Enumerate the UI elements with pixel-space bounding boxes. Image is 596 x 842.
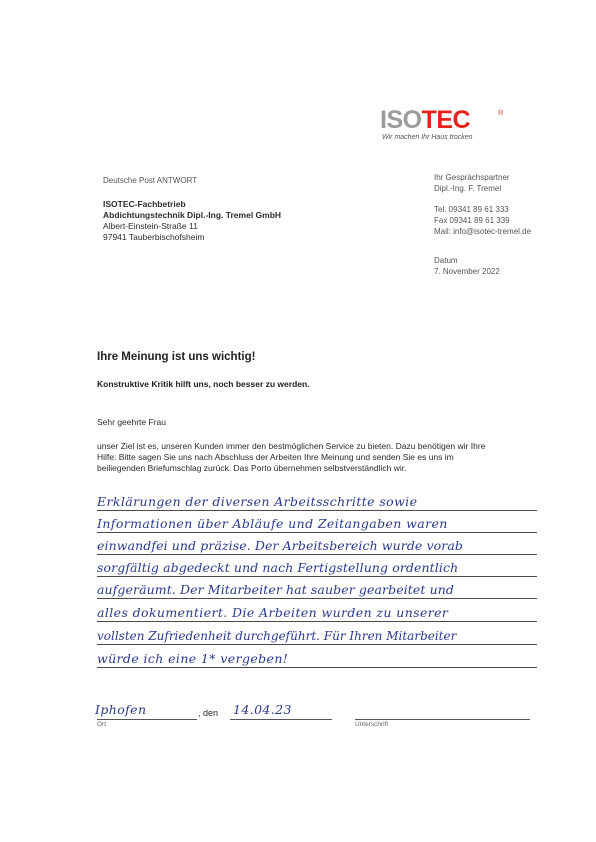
- logo-tec-text: TEC: [421, 106, 471, 134]
- date-line: [230, 719, 332, 720]
- date-block: [434, 255, 500, 277]
- handwriting-line-8: würde ich eine 1* vergeben!: [97, 651, 289, 666]
- place-line: [97, 719, 197, 720]
- contact-fax: Fax 09341 89 61 339: [434, 216, 510, 225]
- body-line-2: Hilfe: Bitte sagen Sie uns nach Abschluss der Arbeiten Ihre Meinung und senden Sie es uns im: [97, 452, 454, 462]
- place-label: Ort: [97, 721, 107, 728]
- handwriting-line-4: sorgfältig abgedeckt und nach Fertigstellung ordentlich: [97, 560, 459, 575]
- page-subtitle: Konstruktive Kritik hilft uns, noch besser zu werden.: [97, 379, 310, 389]
- salutation: Sehr geehrte Frau: [97, 417, 166, 427]
- logo-iso-text: ISO: [380, 106, 422, 134]
- recipient-address: [103, 199, 281, 243]
- signature-line: [355, 719, 530, 720]
- ruled-line: [97, 621, 537, 622]
- isotec-logo: [380, 107, 508, 147]
- contact-mail: Mail: info@isotec-tremel.de: [434, 227, 532, 236]
- handwriting-line-7: vollsten Zufriedenheit durchgeführt. Für Ihren Mitarbeiter: [97, 629, 457, 643]
- ruled-line: [97, 532, 537, 533]
- date-label: Datum: [434, 256, 458, 265]
- den-label: , den: [198, 708, 219, 718]
- date-value: 7. November 2022: [434, 267, 500, 276]
- date-handwritten: 14.04.23: [233, 702, 292, 717]
- recipient-line-2: Abdichtungstechnik Dipl.-Ing. Tremel GmbH: [103, 210, 282, 220]
- signature-label: Unterschrift: [355, 721, 389, 728]
- place-value: Iphofen: [95, 702, 147, 717]
- handwriting-line-3: einwandfei und präzise. Der Arbeitsbereich wurde vorab: [97, 538, 464, 553]
- handwriting-line-2: Informationen über Abläufe und Zeitangaben waren: [97, 516, 448, 531]
- contact-label: Ihr Gesprächspartner: [434, 173, 510, 182]
- handwriting-line-6: alles dokumentiert. Die Arbeiten wurden zu unserer: [97, 605, 449, 620]
- contact-person: Dipl.-Ing. F. Tremel: [434, 184, 502, 193]
- contact-tel: Tel. 09341 89 61 333: [434, 205, 509, 214]
- body-line-1: unser Ziel ist es, unseren Kunden immer den bestmöglichen Service zu bieten. Dazu benötigen wir Ihre: [97, 441, 486, 451]
- handwriting-line-1: Erklärungen der diversen Arbeitsschritte sowie: [97, 494, 418, 509]
- ruled-line: [97, 510, 537, 511]
- ruled-line: [97, 554, 537, 555]
- body-text: [97, 441, 485, 474]
- ruled-line: [97, 644, 537, 645]
- logo-registered-mark: ®: [498, 110, 504, 117]
- page-title: Ihre Meinung ist uns wichtig!: [97, 351, 256, 363]
- recipient-line-4: 97941 Tauberbischofsheim: [103, 232, 205, 242]
- sender-line: Deutsche Post ANTWORT: [103, 176, 198, 185]
- handwriting-line-5: aufgeräumt. Der Mitarbeiter hat sauber gearbeitet und: [97, 582, 455, 597]
- ruled-line: [97, 667, 537, 668]
- ruled-line: [97, 576, 537, 577]
- ruled-line: [97, 598, 537, 599]
- recipient-line-3: Albert-Einstein-Straße 11: [103, 221, 198, 231]
- logo-slogan: Wir machen Ihr Haus trocken: [382, 134, 473, 141]
- contact-block: [434, 172, 531, 237]
- recipient-line-1: ISOTEC-Fachbetrieb: [103, 199, 186, 209]
- body-line-3: beiliegenden Briefumschlag zurück. Das Porto übernehmen selbstverständlich wir.: [97, 463, 407, 473]
